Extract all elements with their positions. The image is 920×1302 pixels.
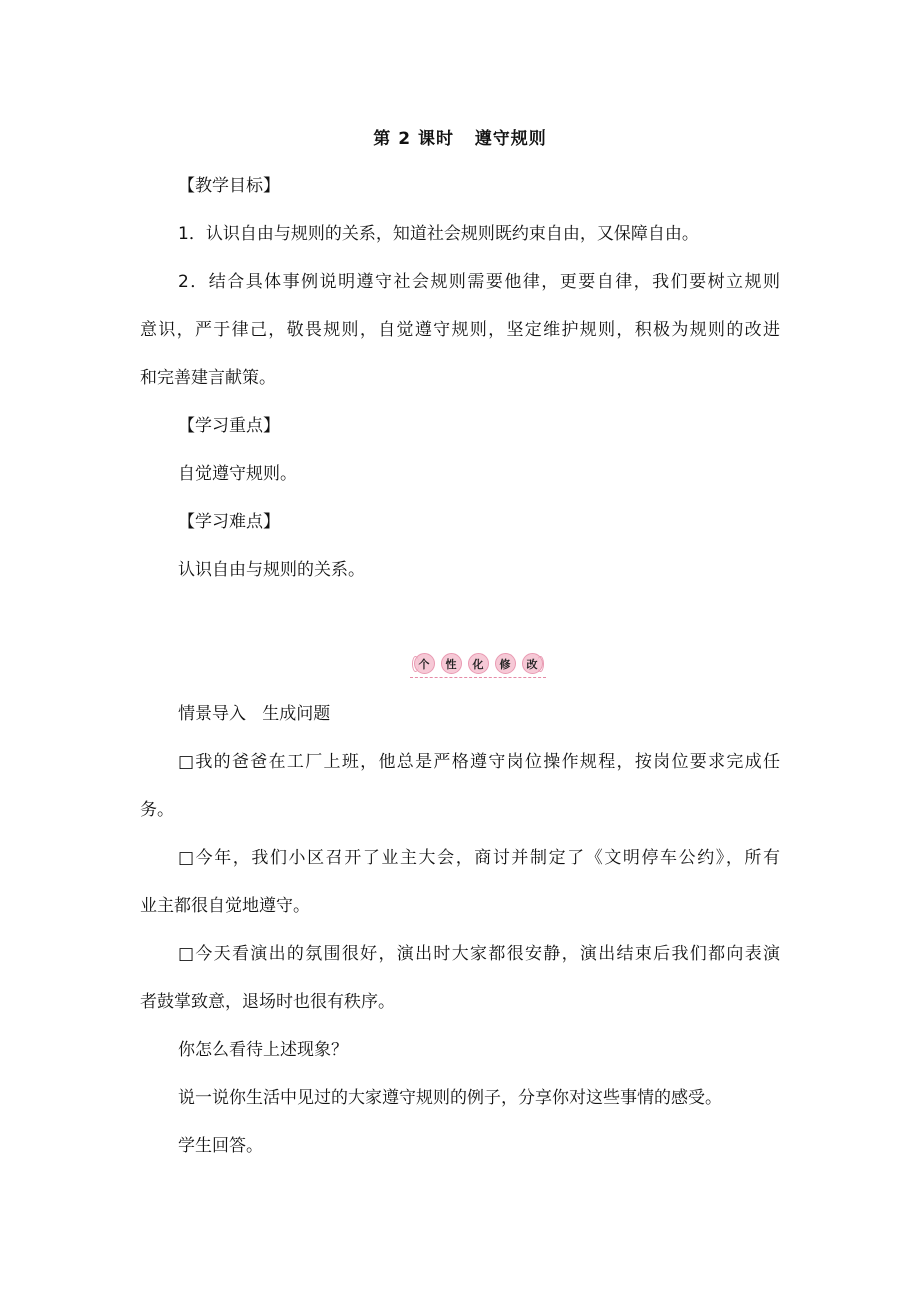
key-point: 自觉遵守规则。	[178, 464, 297, 484]
banner-char: 改	[522, 653, 543, 674]
objective-1: 1．认识自由与规则的关系，知道社会规则既约束自由，又保障自由。	[178, 224, 699, 244]
difficulty: 认识自由与规则的关系。	[178, 560, 365, 580]
banner-right-flourish	[537, 656, 544, 672]
banner-char: 修	[495, 653, 516, 674]
case-3-line-1: □今天看演出的氛围很好，演出时大家都很安静，演出结束后我们都向表演	[178, 944, 780, 964]
question-2: 说一说你生活中见过的大家遵守规则的例子，分享你对这些事情的感受。	[178, 1088, 722, 1108]
personalized-edit-banner	[408, 652, 548, 682]
banner-char: 化	[468, 653, 489, 674]
section-heading: 情景导入 生成问题	[178, 704, 331, 724]
objective-2-line-1: 2．结合具体事例说明遵守社会规则需要他律，更要自律，我们要树立规则	[178, 272, 780, 292]
key-heading: 【学习重点】	[178, 416, 280, 436]
case-1-line-1: □我的爸爸在工厂上班，他总是严格遵守岗位操作规程，按岗位要求完成任	[178, 752, 780, 772]
banner-dashed-underline	[410, 677, 546, 678]
lesson-title: 第 2 课时 遵守规则	[373, 129, 547, 149]
objective-2-line-3: 和完善建言献策。	[140, 368, 276, 388]
student-answer: 学生回答。	[178, 1136, 263, 1156]
banner-bubbles	[408, 652, 548, 674]
banner-char: 性	[441, 653, 462, 674]
case-3-line-2: 者鼓掌致意，退场时也很有秩序。	[140, 992, 395, 1012]
difficulty-heading: 【学习难点】	[178, 512, 280, 532]
case-1-line-2: 务。	[140, 800, 174, 820]
case-2-line-2: 业主都很自觉地遵守。	[140, 896, 310, 916]
objective-2-line-2: 意识，严于律己，敬畏规则，自觉遵守规则，坚定维护规则，积极为规则的改进	[140, 320, 780, 340]
objectives-heading: 【教学目标】	[178, 176, 280, 196]
case-2-line-1: □今年，我们小区召开了业主大会，商讨并制定了《文明停车公约》，所有	[178, 848, 780, 868]
banner-char: 个	[414, 653, 435, 674]
question-1: 你怎么看待上述现象？	[178, 1040, 348, 1060]
banner-left-flourish	[412, 656, 419, 672]
